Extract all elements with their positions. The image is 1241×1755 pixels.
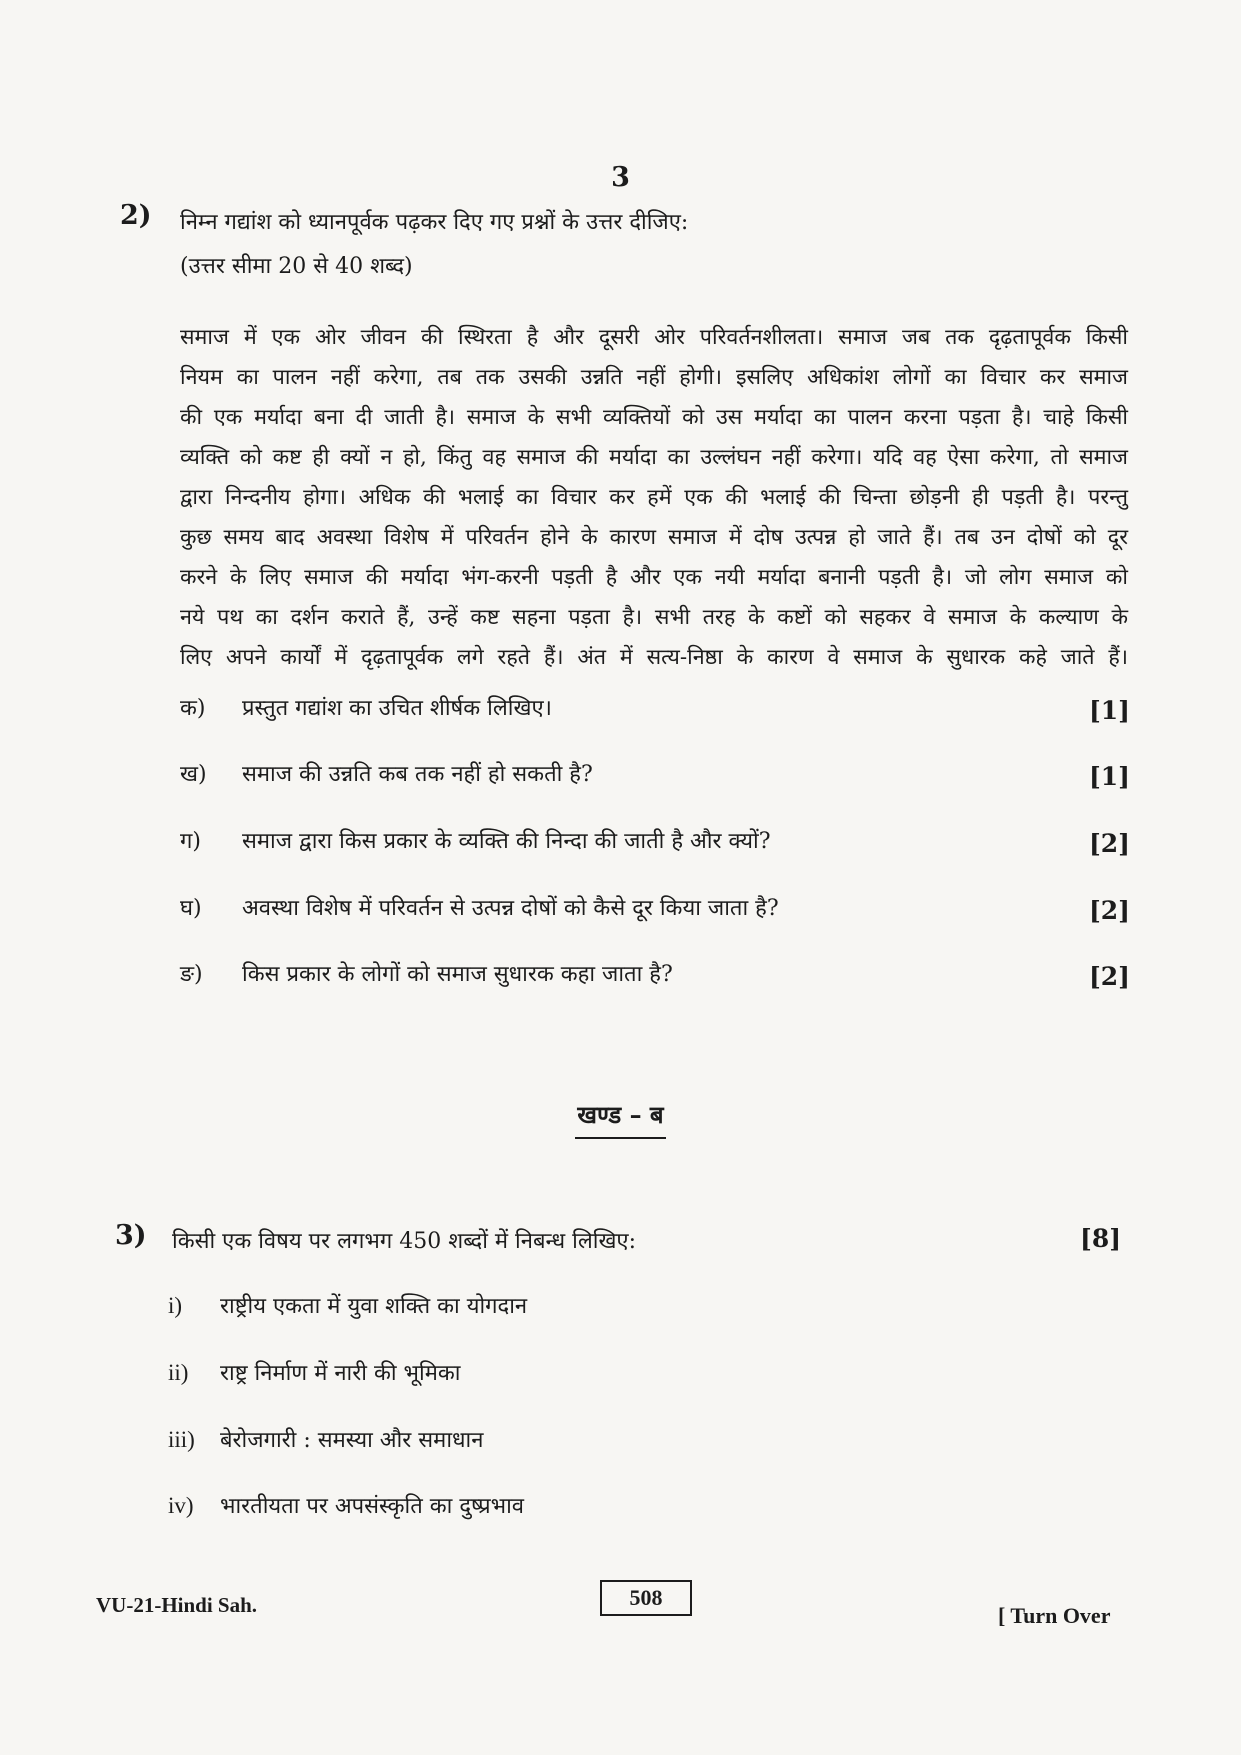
question-3-marks: [8] [1080, 1224, 1122, 1253]
passage-line: की एक मर्यादा बना दी जाती है। समाज के सभी व्यक्तियों को उस मर्यादा का पालन करना पड़ता है। चाहे किसी [180, 405, 1128, 430]
essay-option [168, 1290, 527, 1320]
option-text: बेरोजगारी : समस्या और समाधान [220, 1428, 484, 1453]
subquestion-marks: [2] [1088, 829, 1130, 858]
subquestion-text: समाज की उन्नति कब तक नहीं हो सकती है? [242, 762, 593, 787]
subquestion-label: ङ) [180, 962, 203, 987]
subquestion-marks: [1] [1088, 762, 1130, 791]
option-label: ii) [168, 1360, 189, 1385]
question-3-instruction: किसी एक विषय पर लगभग 450 शब्दों में निबन्ध लिखिए: [172, 1229, 637, 1254]
question-2-instruction: निम्न गद्यांश को ध्यानपूर्वक पढ़कर दिए गए प्रश्नों के उत्तर दीजिए: [180, 210, 689, 235]
subquestion-label: घ) [180, 896, 202, 921]
option-label: i) [168, 1293, 183, 1318]
option-text: राष्ट्रीय एकता में युवा शक्ति का योगदान [220, 1294, 528, 1319]
question-2-number: 2) [120, 200, 152, 231]
option-text: राष्ट्र निर्माण में नारी की भूमिका [220, 1361, 461, 1386]
section-title: खण्ड – ब [575, 1098, 665, 1139]
subquestion-gha [180, 892, 1130, 932]
question-3-number: 3) [115, 1220, 147, 1251]
passage [180, 318, 1128, 678]
passage-line: व्यक्ति को कष्ट ही क्यों न हो, किंतु वह समाज की मर्यादा का उल्लंघन नहीं करेगा। यदि वह ऐसा करेगा, तो समाज [180, 445, 1128, 470]
section-heading [0, 1098, 1241, 1139]
subquestion-text: प्रस्तुत गद्यांश का उचित शीर्षक लिखिए। [242, 696, 552, 721]
subquestion-marks: [2] [1088, 962, 1130, 991]
passage-line: नये पथ का दर्शन कराते हैं, उन्हें कष्ट सहना पड़ता है। सभी तरह के कष्टों को सहकर वे समाज के कल्याण के [180, 605, 1128, 630]
subquestion-label: ख) [180, 762, 207, 787]
subquestion-ga [180, 825, 1130, 865]
question-2-limit: (उत्तर सीमा 20 से 40 शब्द) [180, 254, 413, 279]
passage-line: समाज में एक ओर जीवन की स्थिरता है और दूसरी ओर परिवर्तनशीलता। समाज जब तक दृढ़तापूर्वक किसी [180, 325, 1128, 350]
subquestion-kha [180, 758, 1130, 798]
passage-line: कुछ समय बाद अवस्था विशेष में परिवर्तन होने के कारण समाज में दोष उत्पन्न हो जाते हैं। तब उन दोषों को दूर [180, 525, 1128, 550]
subquestion-text: समाज द्वारा किस प्रकार के व्यक्ति की निन्दा की जाती है और क्यों? [242, 829, 771, 854]
essay-option [168, 1490, 524, 1520]
option-label: iv) [168, 1493, 194, 1518]
option-label: iii) [168, 1427, 195, 1452]
subquestion-marks: [1] [1088, 696, 1130, 725]
passage-line: द्वारा निन्दनीय होगा। अधिक की भलाई का विचार कर हमें एक की भलाई की चिन्ता छोड़नी ही पड़ती है। परन्तु [180, 485, 1128, 510]
subquestion-marks: [2] [1088, 896, 1130, 925]
subquestion-label: ग) [180, 829, 201, 854]
passage-line: करने के लिए समाज की मर्यादा भंग-करनी पड़ती है और एक नयी मर्यादा बनानी पड़ती है। जो लोग समाज को [180, 565, 1128, 590]
option-text: भारतीयता पर अपसंस्कृति का दुष्प्रभाव [220, 1494, 525, 1519]
turn-over-label: [ Turn Over [998, 1603, 1111, 1628]
paper-code: VU-21-Hindi Sah. [96, 1593, 258, 1617]
subquestion-text: किस प्रकार के लोगों को समाज सुधारक कहा जाता है? [242, 962, 673, 987]
essay-option [168, 1357, 460, 1387]
passage-line: नियम का पालन नहीं करेगा, तब तक उसकी उन्नति नहीं होगी। इसलिए अधिकांश लोगों का विचार कर समाज [180, 365, 1128, 390]
subquestion-nga [180, 958, 1130, 998]
passage-line: लिए अपने कार्यों में दृढ़तापूर्वक लगे रहते हैं। अंत में सत्य-निष्ठा के कारण वे समाज के सुधारक कहे जाते हैं। [180, 645, 1128, 670]
subquestion-text: अवस्था विशेष में परिवर्तन से उत्पन्न दोषों को कैसे दूर किया जाता है? [242, 896, 779, 921]
page-number: 3 [611, 162, 630, 193]
subquestion-label: क) [180, 696, 206, 721]
paper-number-box: 508 [600, 1580, 692, 1616]
essay-option [168, 1424, 483, 1454]
subquestion-ka [180, 692, 1130, 732]
